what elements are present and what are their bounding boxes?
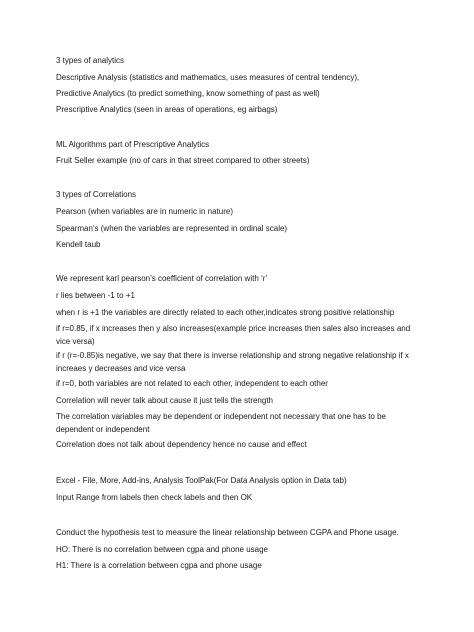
text-line: Prescriptive Analytics (seen in areas of operations, eg airbags) <box>56 105 278 114</box>
heading-analytics-types: 3 types of analytics <box>56 56 125 65</box>
text-line: Kendell taub <box>56 240 101 249</box>
text-paragraph: The correlation variables may be dependent or independent not necessary that one has to be dependent or independent <box>56 412 386 434</box>
text-paragraph: if r (r=-0.85)is negative, we say that there is inverse relationship and strong negative relationship if x increaes y decreases and vice versa <box>56 351 409 373</box>
text-line: ML Algorithms part of Prescriptive Analytics <box>56 140 210 149</box>
text-line: Spearman’s (when the variables are represented in ordinal scale) <box>56 224 288 233</box>
text-paragraph: if r=0.85, if x increases then y also increases(example price increases then sales also increases and vice versa) <box>56 324 411 346</box>
text-line: when r is +1 the variables are directly related to each other,indicates strong positive relationship <box>56 308 395 317</box>
text-line: HO: There is no correlation between cgpa and phone usage <box>56 545 268 554</box>
text-line: We represent karl pearson’s coefficient of correlation with ‘r’ <box>56 274 268 283</box>
text-line: Correlation does not talk about dependency hence no cause and effect <box>56 440 307 449</box>
text-line: r lies between -1 to +1 <box>56 291 135 300</box>
text-line: Descriptive Analysis (statistics and mathematics, uses measures of central tendency), <box>56 73 360 82</box>
text-line: Conduct the hypothesis test to measure the linear relationship between CGPA and Phone usage. <box>56 528 399 537</box>
text-line: Pearson (when variables are in numeric in nature) <box>56 207 233 216</box>
text-line: Predictive Analytics (to predict something, know something of past as well) <box>56 89 320 98</box>
heading-correlation-types: 3 types of Correlations <box>56 190 137 199</box>
text-line: H1: There is a correlation between cgpa and phone usage <box>56 561 262 570</box>
text-line: Correlation will never talk about cause it just tells the strength <box>56 396 273 405</box>
text-line: Input Range from labels then check labels and then OK <box>56 493 253 502</box>
text-line: if r=0, both variables are not related to each other, independent to each other <box>56 379 328 388</box>
text-line: Excel - File, More, Add-ins, Analysis ToolPak(For Data Analysis option in Data tab) <box>56 476 347 485</box>
text-line: Fruit Seller example (no of cars in that street compared to other streets) <box>56 156 310 165</box>
